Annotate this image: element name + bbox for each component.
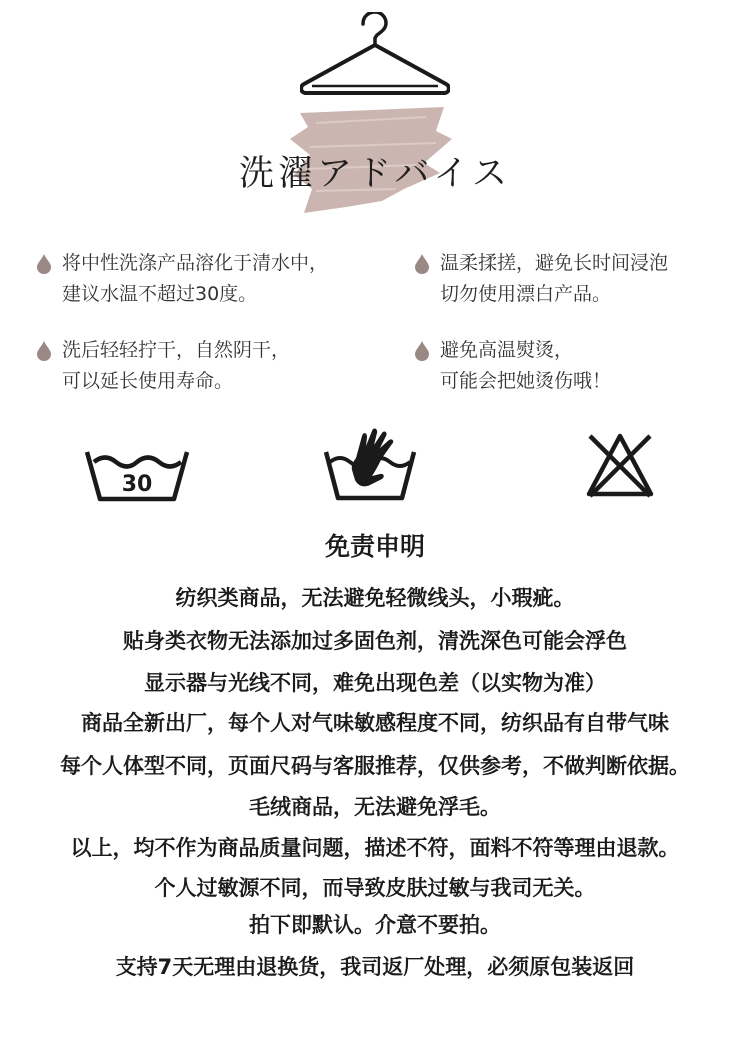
water-drop-icon [36,341,52,361]
tip-line-1: 洗后轻轻拧干，自然阴干， [62,339,291,361]
disclaimer-line: 显示器与光线不同，难免出现色差（以实物为准） [144,671,606,695]
tip-line-1: 避免高温熨烫， [440,339,574,361]
tip-line-2: 建议水温不超过30度。 [62,283,258,305]
disclaimer-line: 每个人体型不同，页面尺码与客服推荐，仅供参考，不做判断依据。 [60,754,690,778]
tip-line-2: 可能会把她烫伤哦！ [440,370,612,392]
disclaimer-line: 个人过敏源不同，而导致皮肤过敏与我司无关。 [154,876,596,900]
tip-line-2: 可以延长使用寿命。 [62,370,234,392]
disclaimer-title: 免责申明 [324,532,425,561]
water-drop-icon [414,341,430,361]
disclaimer-line: 贴身类衣物无法添加过多固色剂，清洗深色可能会浮色 [123,629,627,653]
water-drop-icon [36,254,52,274]
wash-30-icon [84,448,190,504]
do-not-bleach-icon [585,430,655,500]
tip-line-1: 将中性洗涤产品溶化于清水中， [62,252,329,274]
hanger-icon [300,12,450,104]
disclaimer-line: 支持7天无理由退换货，我司返厂处理，必须原包装返回 [115,955,635,979]
tip-line-2: 切勿使用漂白产品。 [440,283,612,305]
disclaimer-line: 毛绒商品，无法避免浮毛。 [249,795,501,819]
wash-temperature-label: 30 [121,472,153,497]
disclaimer-line: 以上，均不作为商品质量问题，描述不符，面料不符等理由退款。 [70,836,680,860]
disclaimer-line: 纺织类商品，无法避免轻微线头，小瑕疵。 [175,586,575,610]
water-drop-icon [414,254,430,274]
tip-line-1: 温柔揉搓，避免长时间浸泡 [440,252,669,274]
disclaimer-line: 商品全新出厂，每个人对气味敏感程度不同，纺织品有自带气味 [81,711,669,735]
disclaimer-line: 拍下即默认。介意不要拍。 [249,913,501,937]
page-title: 洗濯アドバイス [239,154,511,194]
hand-wash-icon [322,428,418,502]
